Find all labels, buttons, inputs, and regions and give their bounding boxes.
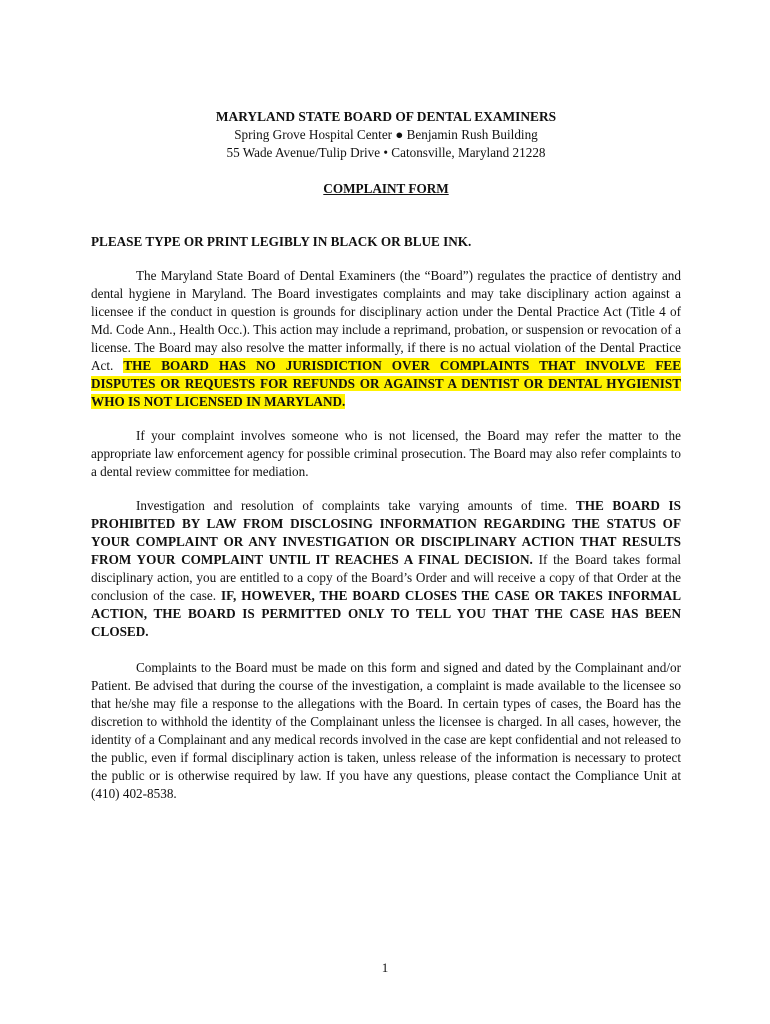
disclosure-prohibition-notice: THE BOARD IS PROHIBITED BY LAW FROM DISCLOSING INFORMATION REGARDING THE STATUS OF YOUR COMPLAINT OR ANY INVESTIGATION OR DISCIPLINARY ACTION THAT RESULTS FROM YOUR COMPLAINT UNTIL IT REACHES A FINAL DECISION. [91,498,681,567]
address-line-1: Spring Grove Hospital Center ● Benjamin Rush Building [234,127,538,142]
page-number: 1 [381,960,389,975]
paragraph-board-jurisdiction [91,267,681,411]
paragraph-investigation-disclosure [91,497,681,641]
address-line-2: 55 Wade Avenue/Tulip Drive • Catonsville, Maryland 21228 [226,145,546,160]
board-title: MARYLAND STATE BOARD OF DENTAL EXAMINERS [215,109,557,124]
document-page [91,108,681,803]
ink-instruction: PLEASE TYPE OR PRINT LEGIBLY IN BLACK OR BLUE INK. [91,234,472,249]
form-title: COMPLAINT FORM [323,181,449,196]
paragraph-3-text-2: If the Board takes formal disciplinary action, you are entitled to a copy of the Board’s Order and will receive a copy of that Order at the conclusion of the case. [91,552,681,603]
paragraph-confidentiality: Complaints to the Board must be made on this form and signed and dated by the Complainant and/or Patient. Be advised that during the course of the investigation, a complaint is made available to the licensee so that he/she may file a response to the allegations with the Board. In certain types of cases, the Board has the discretion to withhold the identity of the Complainant unless the licensee is charged. In all cases, however, the identity of a Complainant and any medical records involved in the case are kept confidential and not released to the public, even if formal disciplinary action is taken, unless release of the information is necessary to protect the public or is otherwise required by law. If you have any questions, please contact the Compliance Unit at (410) 402-8538. [91,660,681,801]
case-closed-notice: IF, HOWEVER, THE BOARD CLOSES THE CASE OR TAKES INFORMAL ACTION, THE BOARD IS PERMITTED ONLY TO TELL YOU THAT THE CASE HAS BEEN CLOSED. [91,588,681,639]
letterhead [91,108,681,162]
paragraph-3-text-1: Investigation and resolution of complaints take varying amounts of time. [136,498,576,513]
paragraph-1-text: The Maryland State Board of Dental Examiners (the “Board”) regulates the practice of dentistry and dental hygiene in Maryland. The Board investigates complaints and may take disciplinary action against a licensee if the conduct in question is grounds for disciplinary action under the Dental Practice Act (Title 4 of Md. Code Ann., Health Occ.). This action may include a reprimand, probation, or suspension or revocation of a license. The Board may also resolve the matter informally, if there is no actual violation of the Dental Practice Act. [91,268,681,373]
paragraph-unlicensed-referral: If your complaint involves someone who is not licensed, the Board may refer the matter to the appropriate law enforcement agency for possible criminal prosecution. The Board may also refer complaints to a dental review committee for mediation. [91,428,681,479]
jurisdiction-highlight: THE BOARD HAS NO JURISDICTION OVER COMPLAINTS THAT INVOLVE FEE DISPUTES OR REQUESTS FOR REFUNDS OR AGAINST A DENTIST OR DENTAL HYGIENIST WHO IS NOT LICENSED IN MARYLAND. [91,358,681,409]
